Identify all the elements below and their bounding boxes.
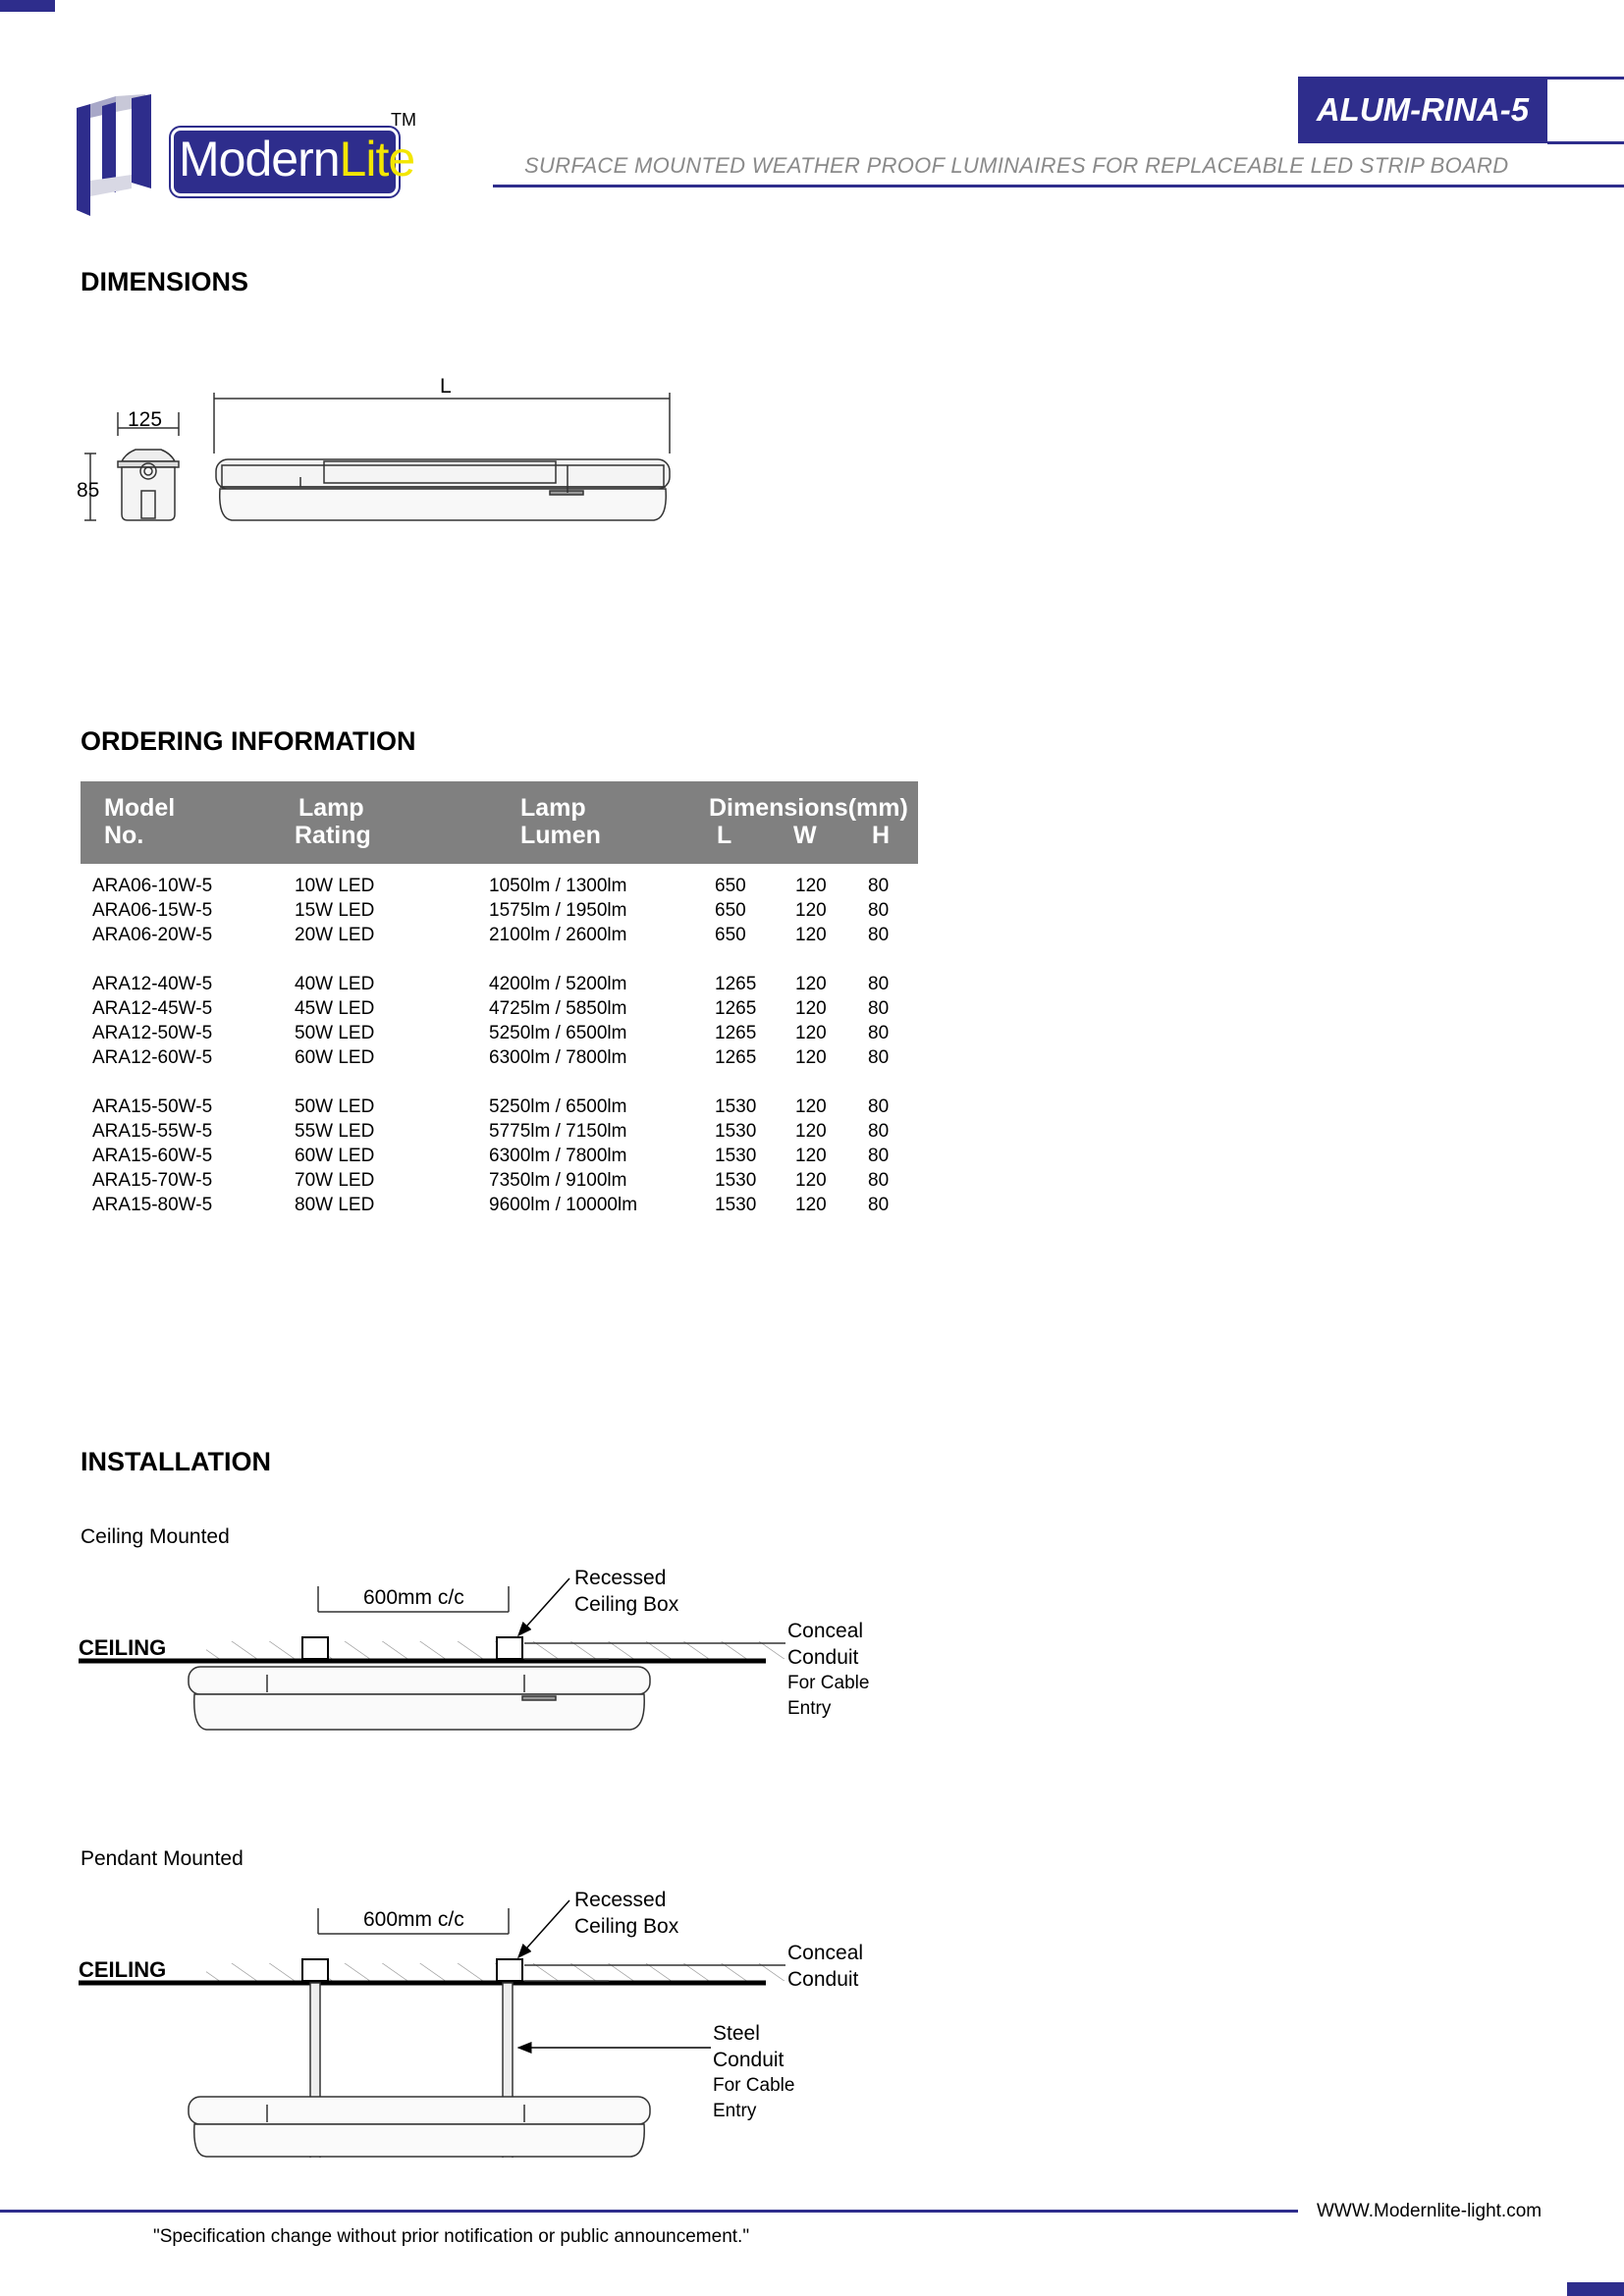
for-cable-label: For Cable (787, 1673, 870, 1693)
lamp-lumen-cell: 5250lm / 6500lm (489, 1023, 627, 1043)
corner-accent-bottom-right (1567, 2282, 1624, 2296)
height-cell: 80 (868, 1047, 890, 1068)
lamp-lumen-cell: 5250lm / 6500lm (489, 1096, 627, 1117)
height-cell: 80 (868, 1023, 890, 1043)
ceiling-box-left (302, 1637, 328, 1659)
recessed-label: Recessed (574, 1567, 667, 1589)
steel-conduit-label: Conduit (713, 2049, 785, 2071)
steel-label: Steel (713, 2022, 760, 2045)
length-cell: 1530 (715, 1096, 757, 1117)
length-cell: 1265 (715, 1023, 757, 1043)
lamp-rating-cell: 60W LED (295, 1047, 375, 1068)
logo-modern-text: Modern (179, 132, 340, 187)
width-cell: 120 (795, 1121, 827, 1142)
width-cell: 120 (795, 876, 827, 896)
lamp-lumen-cell: 1050lm / 1300lm (489, 876, 627, 896)
col-model-line1: Model (104, 794, 176, 822)
model-cell: ARA15-60W-5 (92, 1146, 213, 1166)
lamp-rating-cell: 55W LED (295, 1121, 375, 1142)
col-L-header: L (717, 822, 732, 849)
col-lumen-line2: Lumen (520, 822, 601, 849)
model-cell: ARA12-60W-5 (92, 1047, 213, 1068)
ceiling-text: CEILING (79, 1957, 167, 1982)
col-model-header (104, 794, 175, 849)
conduit-label: Conduit (787, 1646, 859, 1669)
height-cell: 80 (868, 1170, 890, 1191)
installation-heading: INSTALLATION (81, 1447, 271, 1476)
model-cell: ARA12-45W-5 (92, 998, 213, 1019)
width-cell: 120 (795, 925, 827, 945)
model-cell: ARA15-80W-5 (92, 1195, 213, 1215)
height-cell: 80 (868, 1096, 890, 1117)
lamp-rating-cell: 40W LED (295, 974, 375, 994)
logo-wordmark (179, 131, 414, 187)
height-85-label: 85 (77, 479, 100, 502)
ceiling-mounted-diagram (79, 1561, 923, 1737)
lamp-lumen-cell: 5775lm / 7150lm (489, 1121, 627, 1142)
height-cell: 80 (868, 925, 890, 945)
col-lumen-header (520, 794, 601, 849)
col-dimensions-header: Dimensions(mm) (709, 794, 908, 822)
spacing-label: 600mm c/c (363, 1908, 464, 1931)
side-view-drawing (214, 393, 670, 520)
luminaire-drawing (189, 2097, 650, 2157)
lamp-rating-cell: 20W LED (295, 925, 375, 945)
width-cell: 120 (795, 900, 827, 921)
recessed-label: Recessed (574, 1889, 667, 1911)
ceiling-box-right (497, 1637, 522, 1659)
length-cell: 650 (715, 876, 746, 896)
ceiling-box-leader (518, 1900, 569, 1957)
col-rating-line1: Lamp (298, 794, 364, 822)
model-cell: ARA06-20W-5 (92, 925, 213, 945)
conceal-label: Conceal (787, 1620, 864, 1642)
length-cell: 1530 (715, 1121, 757, 1142)
pendant-mounted-diagram (79, 1883, 923, 2158)
product-code-title: ALUM-RINA-5 (1298, 77, 1547, 143)
lamp-rating-cell: 45W LED (295, 998, 375, 1019)
ceiling-box-leader (518, 1578, 569, 1635)
conceal-label: Conceal (787, 1942, 864, 1964)
model-cell: ARA15-70W-5 (92, 1170, 213, 1191)
length-cell: 650 (715, 900, 746, 921)
luminaire-drawing (189, 1667, 650, 1730)
dimensions-drawing (73, 371, 681, 528)
lamp-rating-cell: 10W LED (295, 876, 375, 896)
spacing-label: 600mm c/c (363, 1586, 464, 1609)
lamp-rating-cell: 50W LED (295, 1096, 375, 1117)
lamp-rating-cell: 15W LED (295, 900, 375, 921)
footer-rule (0, 2210, 1298, 2213)
lamp-lumen-cell: 4200lm / 5200lm (489, 974, 627, 994)
lamp-rating-cell: 80W LED (295, 1195, 375, 1215)
model-cell: ARA12-50W-5 (92, 1023, 213, 1043)
col-lumen-line1: Lamp (520, 794, 586, 822)
height-cell: 80 (868, 1146, 890, 1166)
ceiling-box-label: Ceiling Box (574, 1915, 679, 1938)
width-cell: 120 (795, 998, 827, 1019)
conduit-label: Conduit (787, 1968, 859, 1991)
height-cell: 80 (868, 1121, 890, 1142)
width-125-label: 125 (128, 408, 163, 431)
col-W-header: W (793, 822, 817, 849)
length-cell: 1265 (715, 974, 757, 994)
pendant-mounted-label: Pendant Mounted (81, 1847, 244, 1870)
model-cell: ARA06-15W-5 (92, 900, 213, 921)
model-cell: ARA15-55W-5 (92, 1121, 213, 1142)
lamp-lumen-cell: 9600lm / 10000lm (489, 1195, 638, 1215)
dimensions-heading: DIMENSIONS (81, 267, 249, 296)
lamp-lumen-cell: 6300lm / 7800lm (489, 1146, 627, 1166)
entry-label: Entry (713, 2101, 757, 2121)
length-cell: 1265 (715, 1047, 757, 1068)
ordering-heading: ORDERING INFORMATION (81, 726, 416, 756)
website-url[interactable]: WWW.Modernlite-light.com (1317, 2201, 1543, 2221)
model-cell: ARA06-10W-5 (92, 876, 213, 896)
title-rule-bottom (1547, 141, 1624, 144)
width-cell: 120 (795, 1170, 827, 1191)
height-cell: 80 (868, 876, 890, 896)
title-rule-top (1547, 77, 1624, 80)
width-cell: 120 (795, 1096, 827, 1117)
width-cell: 120 (795, 1023, 827, 1043)
ceiling-mounted-label: Ceiling Mounted (81, 1525, 230, 1548)
height-cell: 80 (868, 900, 890, 921)
lamp-lumen-cell: 7350lm / 9100lm (489, 1170, 627, 1191)
lamp-lumen-cell: 6300lm / 7800lm (489, 1047, 627, 1068)
length-cell: 1530 (715, 1195, 757, 1215)
for-cable-label: For Cable (713, 2075, 795, 2096)
lamp-rating-cell: 60W LED (295, 1146, 375, 1166)
ceiling-box-left (302, 1959, 328, 1981)
height-cell: 80 (868, 998, 890, 1019)
ceiling-box-right (497, 1959, 522, 1981)
lamp-rating-cell: 50W LED (295, 1023, 375, 1043)
trademark-symbol: TM (391, 110, 416, 130)
width-cell: 120 (795, 1047, 827, 1068)
model-cell: ARA15-50W-5 (92, 1096, 213, 1117)
col-H-header: H (872, 822, 891, 849)
length-cell: 650 (715, 925, 746, 945)
length-cell: 1530 (715, 1170, 757, 1191)
lamp-rating-cell: 70W LED (295, 1170, 375, 1191)
width-cell: 120 (795, 1146, 827, 1166)
ceiling-box-label: Ceiling Box (574, 1593, 679, 1616)
subtitle-rule (493, 185, 1624, 187)
length-cell: 1530 (715, 1146, 757, 1166)
product-subtitle: SURFACE MOUNTED WEATHER PROOF LUMINAIRES FOR REPLACEABLE LED STRIP BOARD (524, 153, 1509, 178)
col-rating-line2: Rating (295, 822, 371, 849)
col-model-line2: No. (104, 822, 144, 849)
disclaimer-note: "Specification change without prior notification or public announcement." (153, 2226, 750, 2247)
width-cell: 120 (795, 1195, 827, 1215)
height-cell: 80 (868, 974, 890, 994)
logo-lite-text: Lite (339, 132, 415, 187)
corner-accent-top-left (0, 0, 55, 12)
height-cell: 80 (868, 1195, 890, 1215)
lamp-lumen-cell: 1575lm / 1950lm (489, 900, 627, 921)
model-cell: ARA12-40W-5 (92, 974, 213, 994)
width-cell: 120 (795, 974, 827, 994)
length-L-label: L (440, 375, 452, 398)
length-cell: 1265 (715, 998, 757, 1019)
lamp-lumen-cell: 4725lm / 5850lm (489, 998, 627, 1019)
logo-mark-icon (77, 94, 165, 216)
entry-label: Entry (787, 1698, 832, 1719)
ceiling-text: CEILING (79, 1635, 167, 1660)
col-rating-header (295, 794, 371, 849)
lamp-lumen-cell: 2100lm / 2600lm (489, 925, 627, 945)
